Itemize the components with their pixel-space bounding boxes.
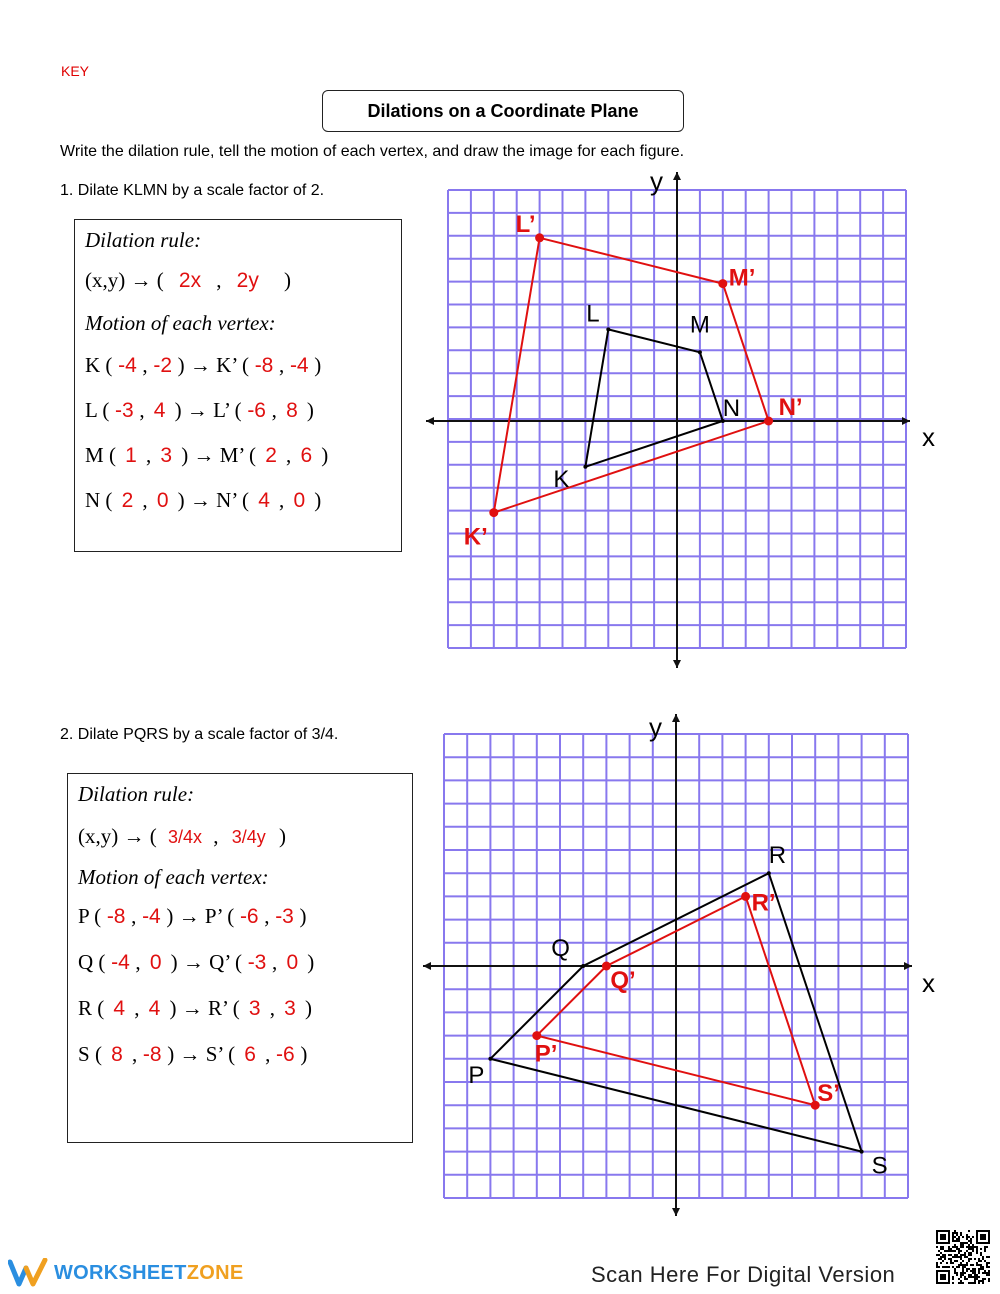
vertex-name: Q (78, 950, 94, 974)
image-vertex-name: P’ (204, 904, 223, 928)
y-axis-arrow-down (672, 1208, 680, 1216)
vertex-name: K (85, 353, 101, 377)
rule-prefix: (x,y) → ( (78, 824, 157, 848)
vertex-row: L ( -3 , 4 ) → L’ ( -6 , 8 ) (85, 398, 314, 422)
rule-y-answer: 2y (236, 269, 259, 292)
vertex-dot (583, 465, 587, 469)
image-vertex-name: S’ (205, 1042, 223, 1066)
problem-2-prompt: 2. Dilate PQRS by a scale factor of 3/4. (60, 726, 339, 743)
rule-prefix: (x,y) → ( (85, 268, 164, 292)
logo-w-icon (8, 1258, 48, 1288)
image-x: -6 (239, 905, 259, 928)
rule-sep: , (213, 824, 219, 848)
image-vertex-name: Q’ (209, 950, 230, 974)
image-x: 6 (244, 1043, 256, 1066)
motion-heading: Motion of each vertex: (78, 865, 269, 889)
vertex-name: R (78, 996, 93, 1020)
image-vertex-label: N’ (778, 394, 803, 421)
vertex-row: Q ( -4 , 0 ) → Q’ ( -3 , 0 ) (78, 950, 315, 974)
y-axis-arrow-down (673, 660, 681, 668)
vertex-name: N (85, 488, 101, 512)
vertex-y: -4 (142, 905, 161, 928)
vertex-dot (488, 1057, 492, 1061)
coordinate-plane-1 (420, 168, 960, 670)
image-y: -3 (275, 905, 294, 928)
image-vertex-label: K’ (463, 523, 488, 551)
image-vertex-name: N’ (216, 488, 237, 512)
y-axis-label: y (650, 168, 663, 196)
image-x: -6 (247, 399, 266, 422)
x-axis-arrow-left (426, 417, 434, 425)
vertex-name: L (85, 398, 98, 422)
image-x: 3 (248, 997, 261, 1020)
image-y: -4 (289, 354, 309, 377)
image-x: -8 (254, 354, 274, 377)
y-axis-arrow-up (672, 714, 680, 722)
rule-formula (85, 268, 291, 293)
vertex-name: P (78, 904, 89, 928)
vertex-label: N (722, 395, 741, 422)
vertex-label: P (468, 1061, 485, 1089)
vertex-label: M (689, 311, 710, 339)
vertex-y: -2 (153, 354, 173, 377)
brand-main: WORKSHEET (54, 1261, 187, 1284)
y-axis-label: y (649, 712, 662, 742)
vertex-y: 4 (153, 399, 166, 422)
rule-formula (78, 824, 286, 849)
x-axis-label: x (922, 422, 935, 452)
problem-1-prompt: 1. Dilate KLMN by a scale factor of 2. (60, 182, 325, 199)
rule-x-answer: 2x (178, 269, 202, 292)
rule-heading: Dilation rule: (78, 782, 195, 806)
image-vertex-label: S’ (817, 1080, 840, 1108)
image-vertex-label: Q’ (610, 967, 636, 994)
x-axis-label: x (922, 968, 935, 998)
vertex-row: S ( 8 , -8 ) → S’ ( 6 , -6 ) (78, 1042, 308, 1066)
rule-x-answer: 3/4x (167, 827, 202, 847)
vertex-row: N ( 2 , 0 ) → N’ ( 4 , 0 ) (85, 488, 322, 512)
vertex-dot (741, 892, 750, 901)
vertex-x: 2 (121, 489, 134, 512)
vertex-dot (581, 964, 585, 968)
image-y: 6 (300, 444, 313, 467)
vertex-y: 0 (149, 951, 162, 974)
problem-1-answer-box (74, 219, 402, 552)
vertex-x: 1 (125, 444, 137, 467)
key-label: KEY (61, 63, 90, 79)
vertex-label: Q (551, 935, 570, 962)
vertex-dot (718, 279, 727, 288)
image-vertex-label: P’ (534, 1040, 558, 1068)
vertex-dot (535, 233, 544, 242)
vertex-row: R ( 4 , 4 ) → R’ ( 3 , 3 ) (78, 996, 312, 1020)
vertex-x: 8 (111, 1043, 123, 1066)
brand-accent: ZONE (186, 1261, 244, 1284)
y-axis-arrow-up (673, 172, 681, 180)
page-title: Dilations on a Coordinate Plane (322, 90, 684, 132)
image-x: 2 (265, 444, 277, 467)
problem-2-answer-box (67, 773, 413, 1143)
rule-close: ) (278, 824, 286, 848)
image-vertex-label: M’ (728, 264, 756, 292)
vertex-dot (860, 1150, 864, 1154)
image-x: 4 (258, 489, 270, 512)
brand-name (54, 1262, 243, 1285)
rule-sep: , (216, 268, 222, 292)
vertex-x: -4 (111, 951, 130, 974)
vertex-dot (764, 417, 773, 426)
vertex-label: S (871, 1152, 888, 1180)
vertex-x: -4 (118, 354, 137, 377)
image-vertex-label: R’ (751, 889, 776, 917)
vertex-label: K (553, 465, 570, 493)
vertex-row: M ( 1 , 3 ) → M’ ( 2 , 6 ) (85, 443, 329, 467)
image-y: 8 (286, 399, 298, 422)
vertex-dot (767, 871, 771, 875)
image-vertex-name: M’ (219, 443, 244, 467)
vertex-x: 4 (113, 997, 126, 1020)
scan-text: Scan Here For Digital Version (591, 1262, 896, 1287)
vertex-name: S (78, 1042, 90, 1066)
vertex-name: M (85, 443, 104, 467)
instructions: Write the dilation rule, tell the motion of each vertex, and draw the image for each figure. (60, 143, 685, 160)
vertex-y: 3 (160, 444, 173, 467)
image-vertex-name: R’ (208, 996, 228, 1020)
image-vertex-label: L’ (515, 210, 536, 238)
image-y: 0 (293, 489, 306, 512)
vertex-dot (698, 350, 702, 354)
vertex-x: -3 (114, 399, 134, 422)
rule-y-answer: 3/4y (231, 827, 266, 847)
vertex-dot (532, 1031, 541, 1040)
vertex-label: R (768, 842, 787, 870)
vertex-dot (489, 508, 498, 517)
vertex-y: 0 (156, 489, 169, 512)
vertex-dot (606, 327, 610, 331)
vertex-label: L (586, 300, 600, 328)
rule-heading: Dilation rule: (85, 228, 202, 252)
qr-code-icon[interactable] (934, 1228, 992, 1286)
vertex-row: K ( -4 , -2 ) → K’ ( -8 , -4 ) (85, 353, 322, 377)
motion-heading: Motion of each vertex: (85, 311, 276, 335)
image-x: -3 (247, 951, 267, 974)
x-axis-arrow-left (423, 962, 431, 970)
image-y: 3 (284, 997, 296, 1020)
worksheet-zone-logo (8, 1258, 243, 1288)
vertex-row: P ( -8 , -4 ) → P’ ( -6 , -3 ) (78, 904, 307, 928)
rule-close: ) (283, 268, 291, 292)
image-vertex-name: L’ (213, 398, 230, 422)
coordinate-plane-2 (420, 708, 960, 1220)
image-y: 0 (286, 951, 299, 974)
image-y: -6 (275, 1043, 295, 1066)
vertex-y: -8 (142, 1043, 162, 1066)
vertex-y: 4 (148, 997, 161, 1020)
vertex-x: -8 (106, 905, 126, 928)
image-vertex-name: K’ (216, 353, 237, 377)
